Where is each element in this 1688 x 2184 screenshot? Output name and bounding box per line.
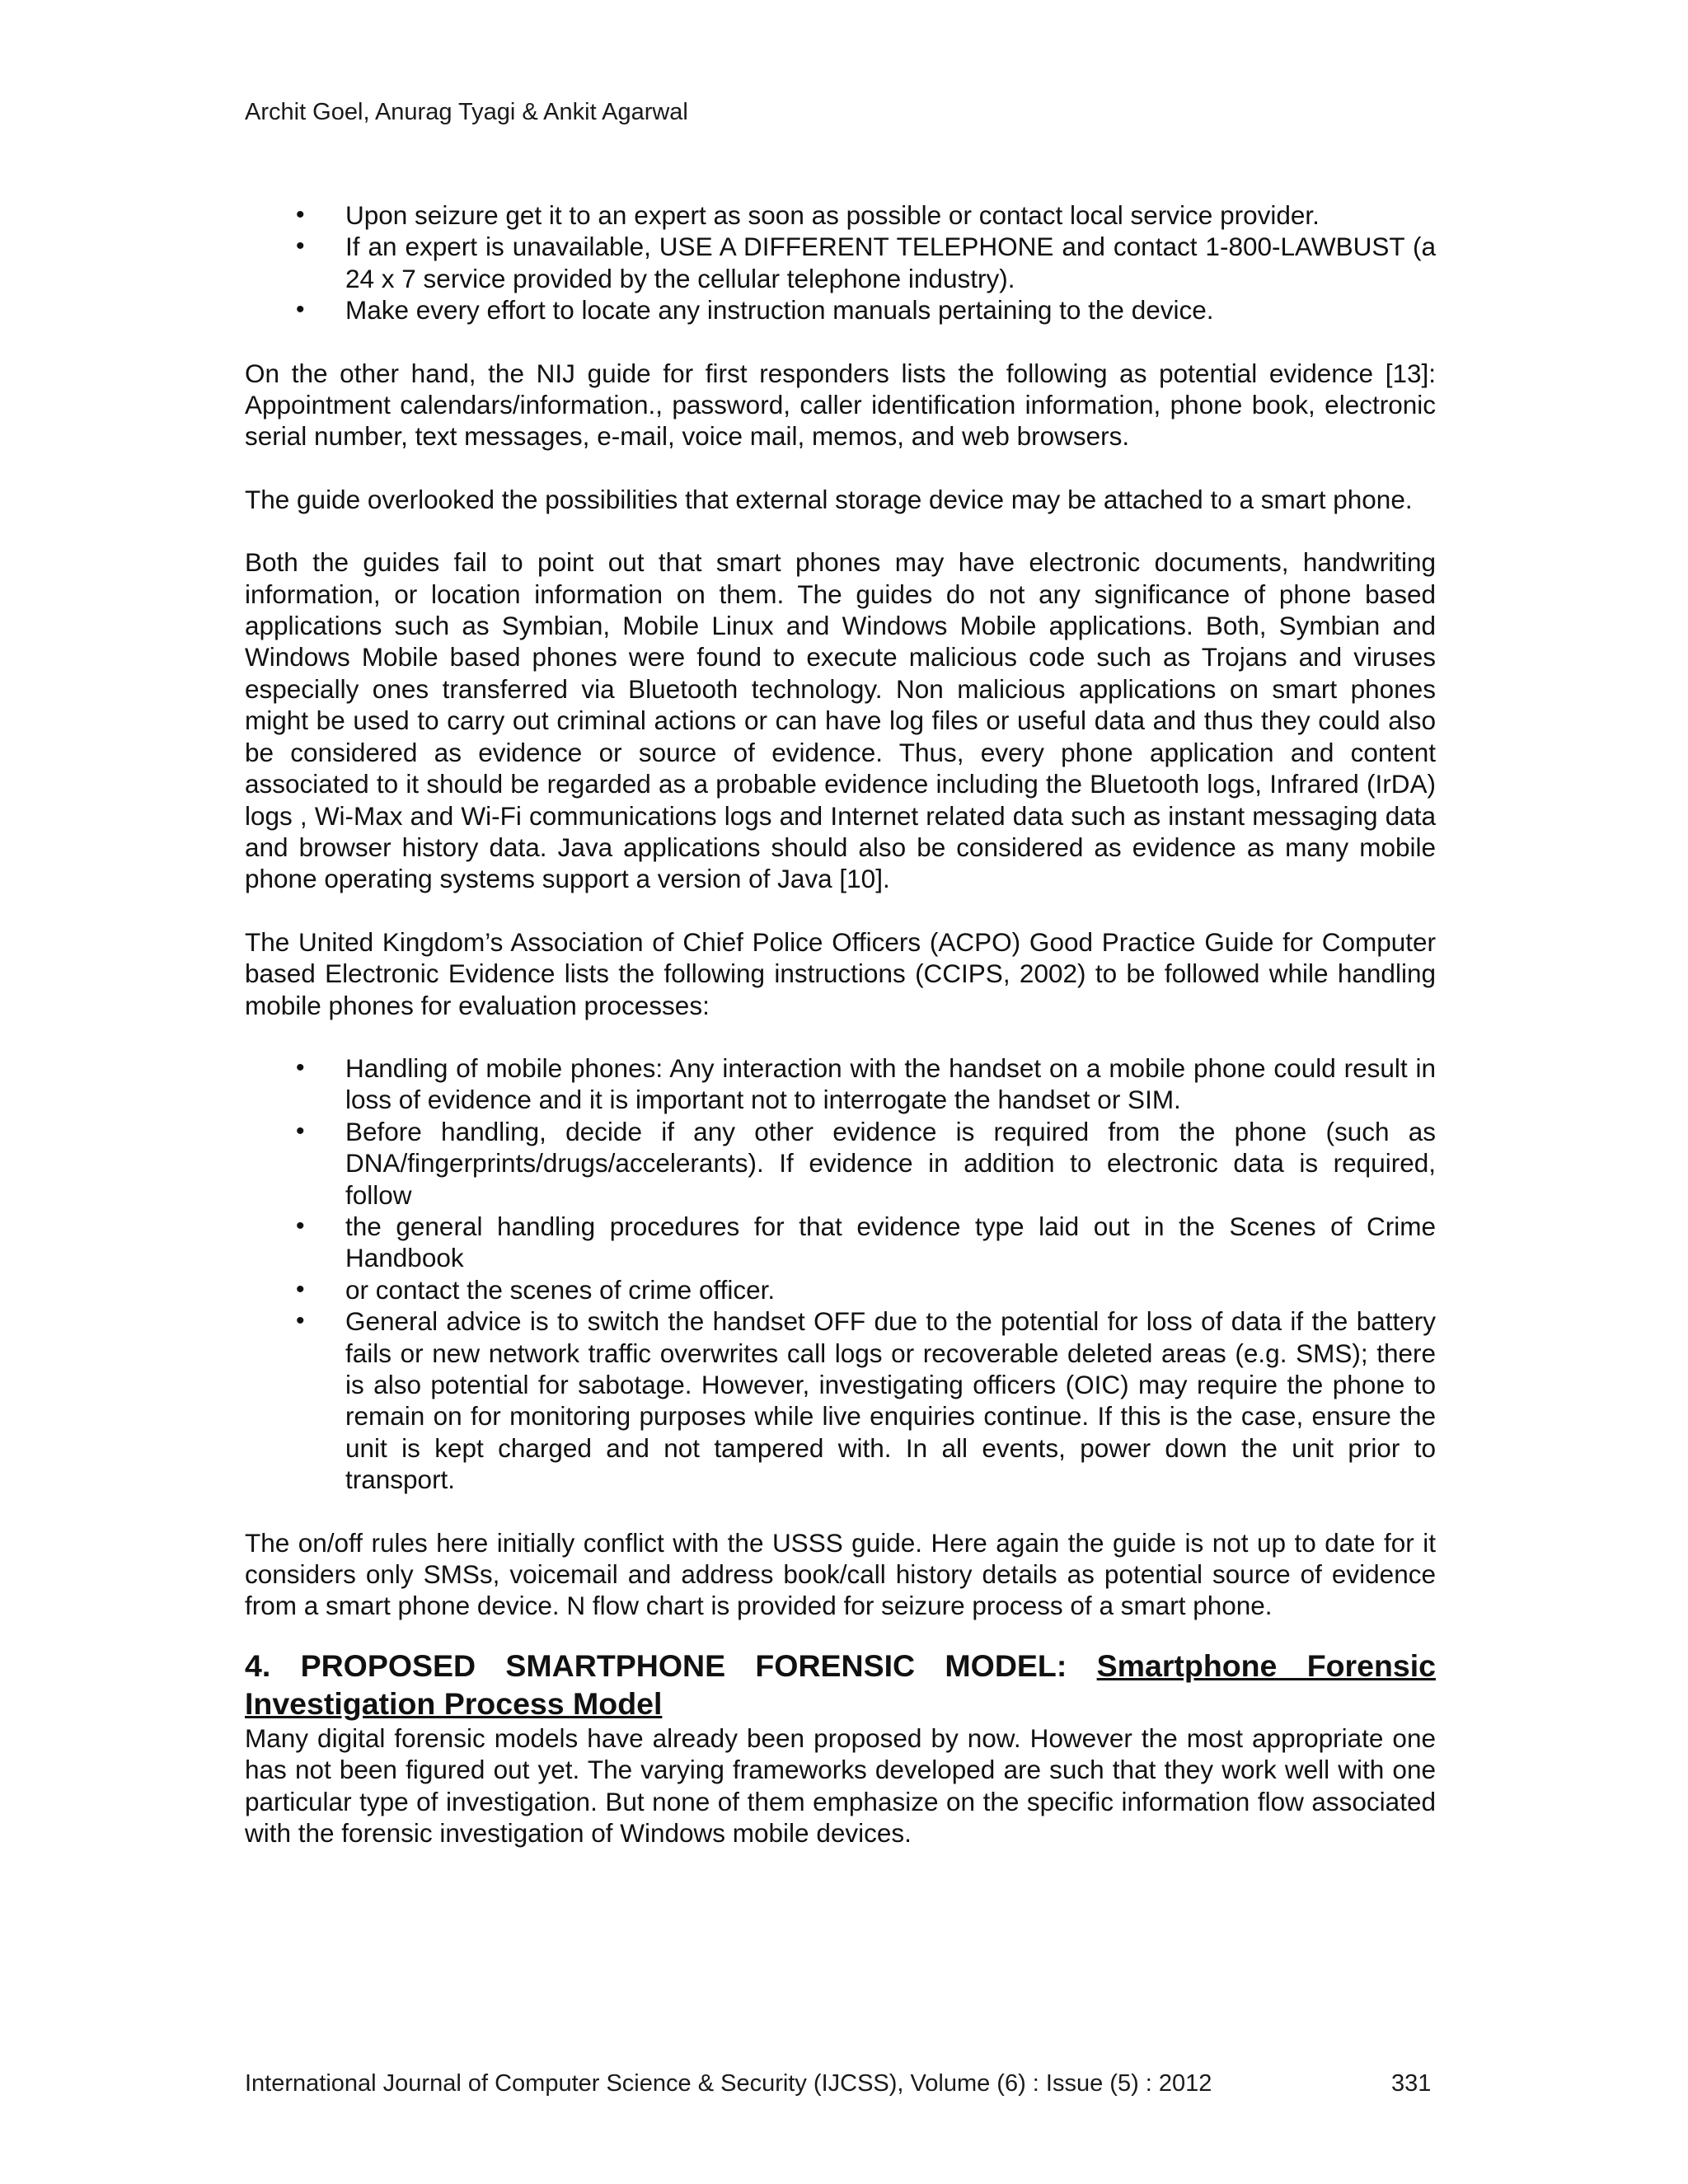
bullet-icon: • bbox=[296, 232, 305, 260]
paragraph-external-storage: The guide overlooked the possibilities that external storage device may be attached to a smart phone. bbox=[245, 484, 1413, 514]
paragraph-acpo-guide: The United Kingdom’s Association of Chief Police Officers (ACPO) Good Practice Guide for Computer based Electronic Evidence lists the following instructions (CCIPS, 2002) to be followed while handling mobile phones for evaluation processes: bbox=[245, 926, 1436, 1020]
list-item: • General advice is to switch the handset OFF due to the potential for loss of data if the battery fails or new network traffic overwrites call logs or recoverable deleted areas (e.g. SMS); there is also potential for sabotage. However, investigating officers (OIC) may require the phone to remain on for monitoring purposes while live enquiries continue. If this is the case, ensure the unit is kept charged and not tampered with. In all events, power down the unit prior to transport. bbox=[296, 1306, 1436, 1495]
section-heading bbox=[245, 1647, 1436, 1722]
paragraph-on-off-rules: The on/off rules here initially conflict with the USSS guide. Here again the guide is not up to date for it considers only SMSs, voicemail and address book/call history details as potential source of evidence from a smart phone device. N flow chart is provided for seizure process of a smart phone. bbox=[245, 1527, 1436, 1621]
page-footer bbox=[245, 2070, 1436, 2097]
bullet-list-acpo bbox=[245, 1052, 1436, 1496]
list-item: • Before handling, decide if any other evidence is required from the phone (such as DNA/fingerprints/drugs/accelerants). If evidence in addition to electronic data is required, follow bbox=[296, 1116, 1436, 1210]
bullet-icon: • bbox=[296, 1117, 305, 1145]
bullet-list-seizure bbox=[245, 199, 1436, 326]
bullet-icon: • bbox=[296, 1212, 305, 1240]
paragraph-forensic-models: Many digital forensic models have already been proposed by now. However the most appropriate one has not been figured out yet. The varying frameworks developed are such that they work well with one particular type of investigation. But none of them emphasize on the specific information flow associated with the forensic investigation of Windows mobile devices. bbox=[245, 1722, 1436, 1849]
bullet-icon: • bbox=[296, 296, 305, 324]
bullet-icon: • bbox=[296, 1053, 305, 1081]
bullet-icon: • bbox=[296, 201, 305, 228]
list-item: • Handling of mobile phones: Any interaction with the handset on a mobile phone could result in loss of evidence and it is important not to interrogate the handset or SIM. bbox=[296, 1052, 1436, 1115]
running-header-authors: Archit Goel, Anurag Tyagi & Ankit Agarwal bbox=[245, 99, 688, 125]
list-item: • the general handling procedures for that evidence type laid out in the Scenes of Crime Handbook bbox=[296, 1211, 1436, 1273]
paragraph-smartphone-evidence: Both the guides fail to point out that smart phones may have electronic documents, handwriting information, or location information on them. The guides do not any significance of phone based applications such as Symbian, Mobile Linux and Windows Mobile applications. Both, Symbian and Windows Mobile based phones were found to execute malicious code such as Trojans and viruses especially ones transferred via Bluetooth technology. Non malicious applications on smart phones might be used to carry out criminal actions or can have log files or useful data and thus they could also be considered as evidence or source of evidence. Thus, every phone application and content associated to it should be regarded as a probable evidence including the Bluetooth logs, Infrared (IrDA) logs , Wi-Max and Wi-Fi communications logs and Internet related data such as instant messaging data and browser history data. Java applications should also be considered as evidence as many mobile phone operating systems support a version of Java [10]. bbox=[245, 547, 1436, 894]
list-item: • If an expert is unavailable, USE A DIFFERENT TELEPHONE and contact 1-800-LAWBUST (a 24 x 7 service provided by the cellular telephone industry). bbox=[296, 232, 1436, 293]
section-heading-underlined: Smartphone Forensic Investigation Process Model bbox=[245, 1647, 1436, 1721]
paragraph-nij-guide: On the other hand, the NIJ guide for first responders lists the following as potential evidence [13]: Appointment calendars/information., password, caller identification information, phone book, electronic serial number, text messages, e-mail, voice mail, memos, and web browsers. bbox=[245, 358, 1436, 452]
list-item: • Make every effort to locate any instruction manuals pertaining to the device. bbox=[296, 295, 1214, 326]
footer-journal: International Journal of Computer Science & Security (IJCSS), Volume (6) : Issue (5) : 2012 bbox=[245, 2070, 1212, 2097]
page-body bbox=[245, 199, 1436, 1849]
list-item: • or contact the scenes of crime officer. bbox=[296, 1274, 776, 1305]
bullet-icon: • bbox=[296, 1307, 305, 1335]
bullet-icon: • bbox=[296, 1275, 305, 1303]
list-item: • Upon seizure get it to an expert as soon as possible or contact local service provider. bbox=[296, 200, 1320, 230]
page-number: 331 bbox=[1391, 2070, 1432, 2097]
section-heading-main: 4. PROPOSED SMARTPHONE FORENSIC MODEL: bbox=[245, 1647, 1097, 1683]
